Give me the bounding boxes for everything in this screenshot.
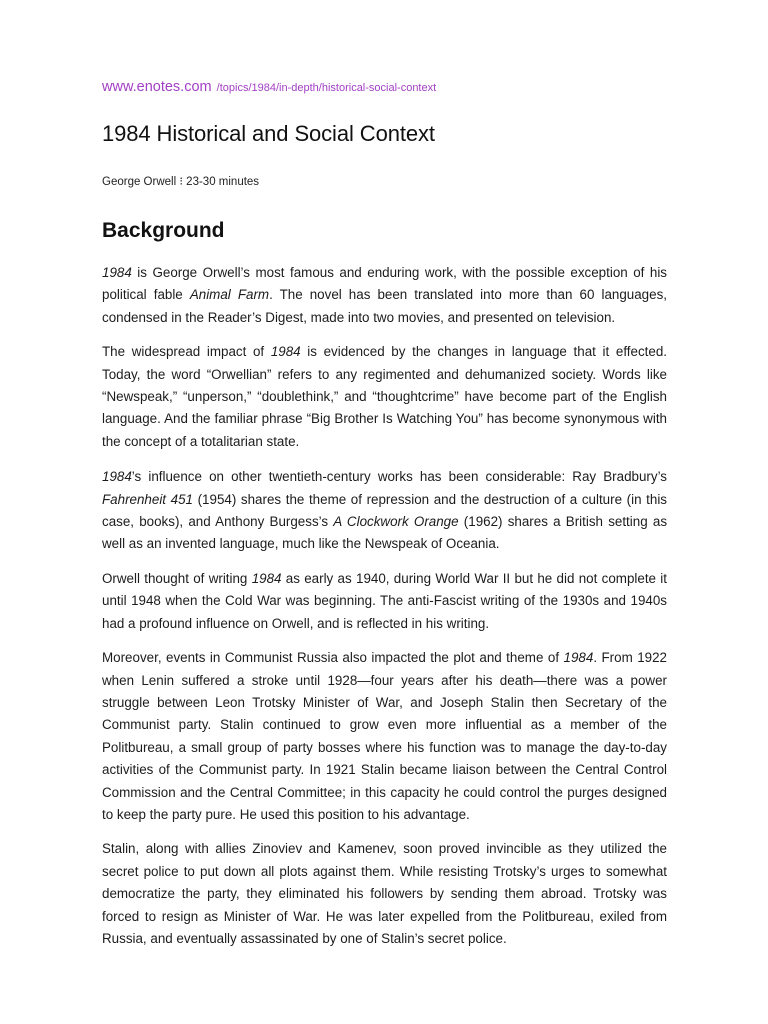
paragraph-text: is George Orwell’s most famous and enduring work, with the possible exception of his political fable <box>102 265 667 303</box>
italic-title-text: A Clockwork Orange <box>333 514 459 530</box>
paragraph <box>102 341 667 453</box>
paragraph <box>102 262 667 329</box>
paragraph-text: Orwell thought of writing <box>102 570 252 586</box>
paragraph-text: Moreover, events in Communist Russia also impacted the plot and theme of <box>102 650 564 666</box>
italic-title-text: 1984 <box>251 570 282 586</box>
italic-title-text: Fahrenheit 451 <box>102 491 193 507</box>
paragraph-text: The widespread impact of <box>102 344 271 360</box>
paragraph-text: . From 1922 when Lenin suffered a stroke until 1928—four years after his death—there was a power struggle between Leon Trotsky Minister of War, and Joseph Stalin then Secretary of the Communist party. Stalin continued to grow even more influential as a member of the Politbureau, a small group of party bosses where his function was to manage the day-to-day activities of the Communist party. In 1921 Stalin became liaison between the Central Control Commission and the Central Committee; in this capacity he could control the purges designed to keep the party pure. He used this position to his advantage. <box>102 650 667 822</box>
paragraph-text: as early as 1940, during World War II but he did not complete it until 1948 when the Cold War was beginning. The anti-Fascist writing of the 1930s and 1940s had a profound influence on Orwell, and is reflected in his writing. <box>102 570 667 631</box>
paragraph <box>102 466 667 556</box>
paragraph-text: (1954) shares the theme of repression and the destruction of a culture (in this case, books), and Anthony Burgess’s <box>102 491 667 530</box>
italic-title-text: 1984 <box>102 469 132 485</box>
paragraph-text: . The novel has been translated into more than 60 languages, condensed in the Reader’s Digest, made into two movies, and presented on television. <box>102 287 667 325</box>
section-heading-background: Background <box>102 219 225 242</box>
paragraph-text: is evidenced by the changes in language that it effected. Today, the word “Orwellian” refers to any regimented and dehumanized society. Words like “Newspeak,” “unperson,” “doublethink,” and “thoughtcrime” have become part of the English language. And the familiar phrase “Big Brother Is Watching You” has become synonymous with the concept of a totalitarian state. <box>102 344 667 449</box>
italic-title-text: Animal Farm <box>189 287 270 303</box>
article-body <box>102 262 667 962</box>
paragraph <box>102 838 667 950</box>
paragraph <box>102 568 667 635</box>
author-reading-time: George Orwell ⁝ 23-30 minutes <box>102 176 260 188</box>
source-path-link[interactable]: /topics/1984/in-depth/historical-social-context <box>213 82 437 94</box>
paragraph-text: (1962) shares a British setting as well as an invented language, much like the Newspeak of Oceania. <box>102 514 668 552</box>
italic-title-text: 1984 <box>563 650 594 666</box>
italic-title-text: 1984 <box>270 344 301 360</box>
source-domain-link[interactable]: www.enotes.com <box>102 79 212 95</box>
paragraph-text: ’s influence on other twentieth-century works has been considerable: Ray Bradbury’s <box>131 469 667 485</box>
paragraph-text: Stalin, along with allies Zinoviev and Kamenev, soon proved invincible as they utilized the secret police to put down all plots against them. While resisting Trotsky’s urges to somewhat democratize the party, they eliminated his followers by sending them abroad. Trotsky was forced to resign as Minister of War. He was later expelled from the Politbureau, exiled from Russia, and eventually assassinated by one of Stalin’s secret police. <box>102 841 667 946</box>
page-title: 1984 Historical and Social Context <box>102 121 435 146</box>
source-url <box>102 78 436 96</box>
paragraph <box>102 647 667 826</box>
italic-title-text: 1984 <box>102 265 132 280</box>
